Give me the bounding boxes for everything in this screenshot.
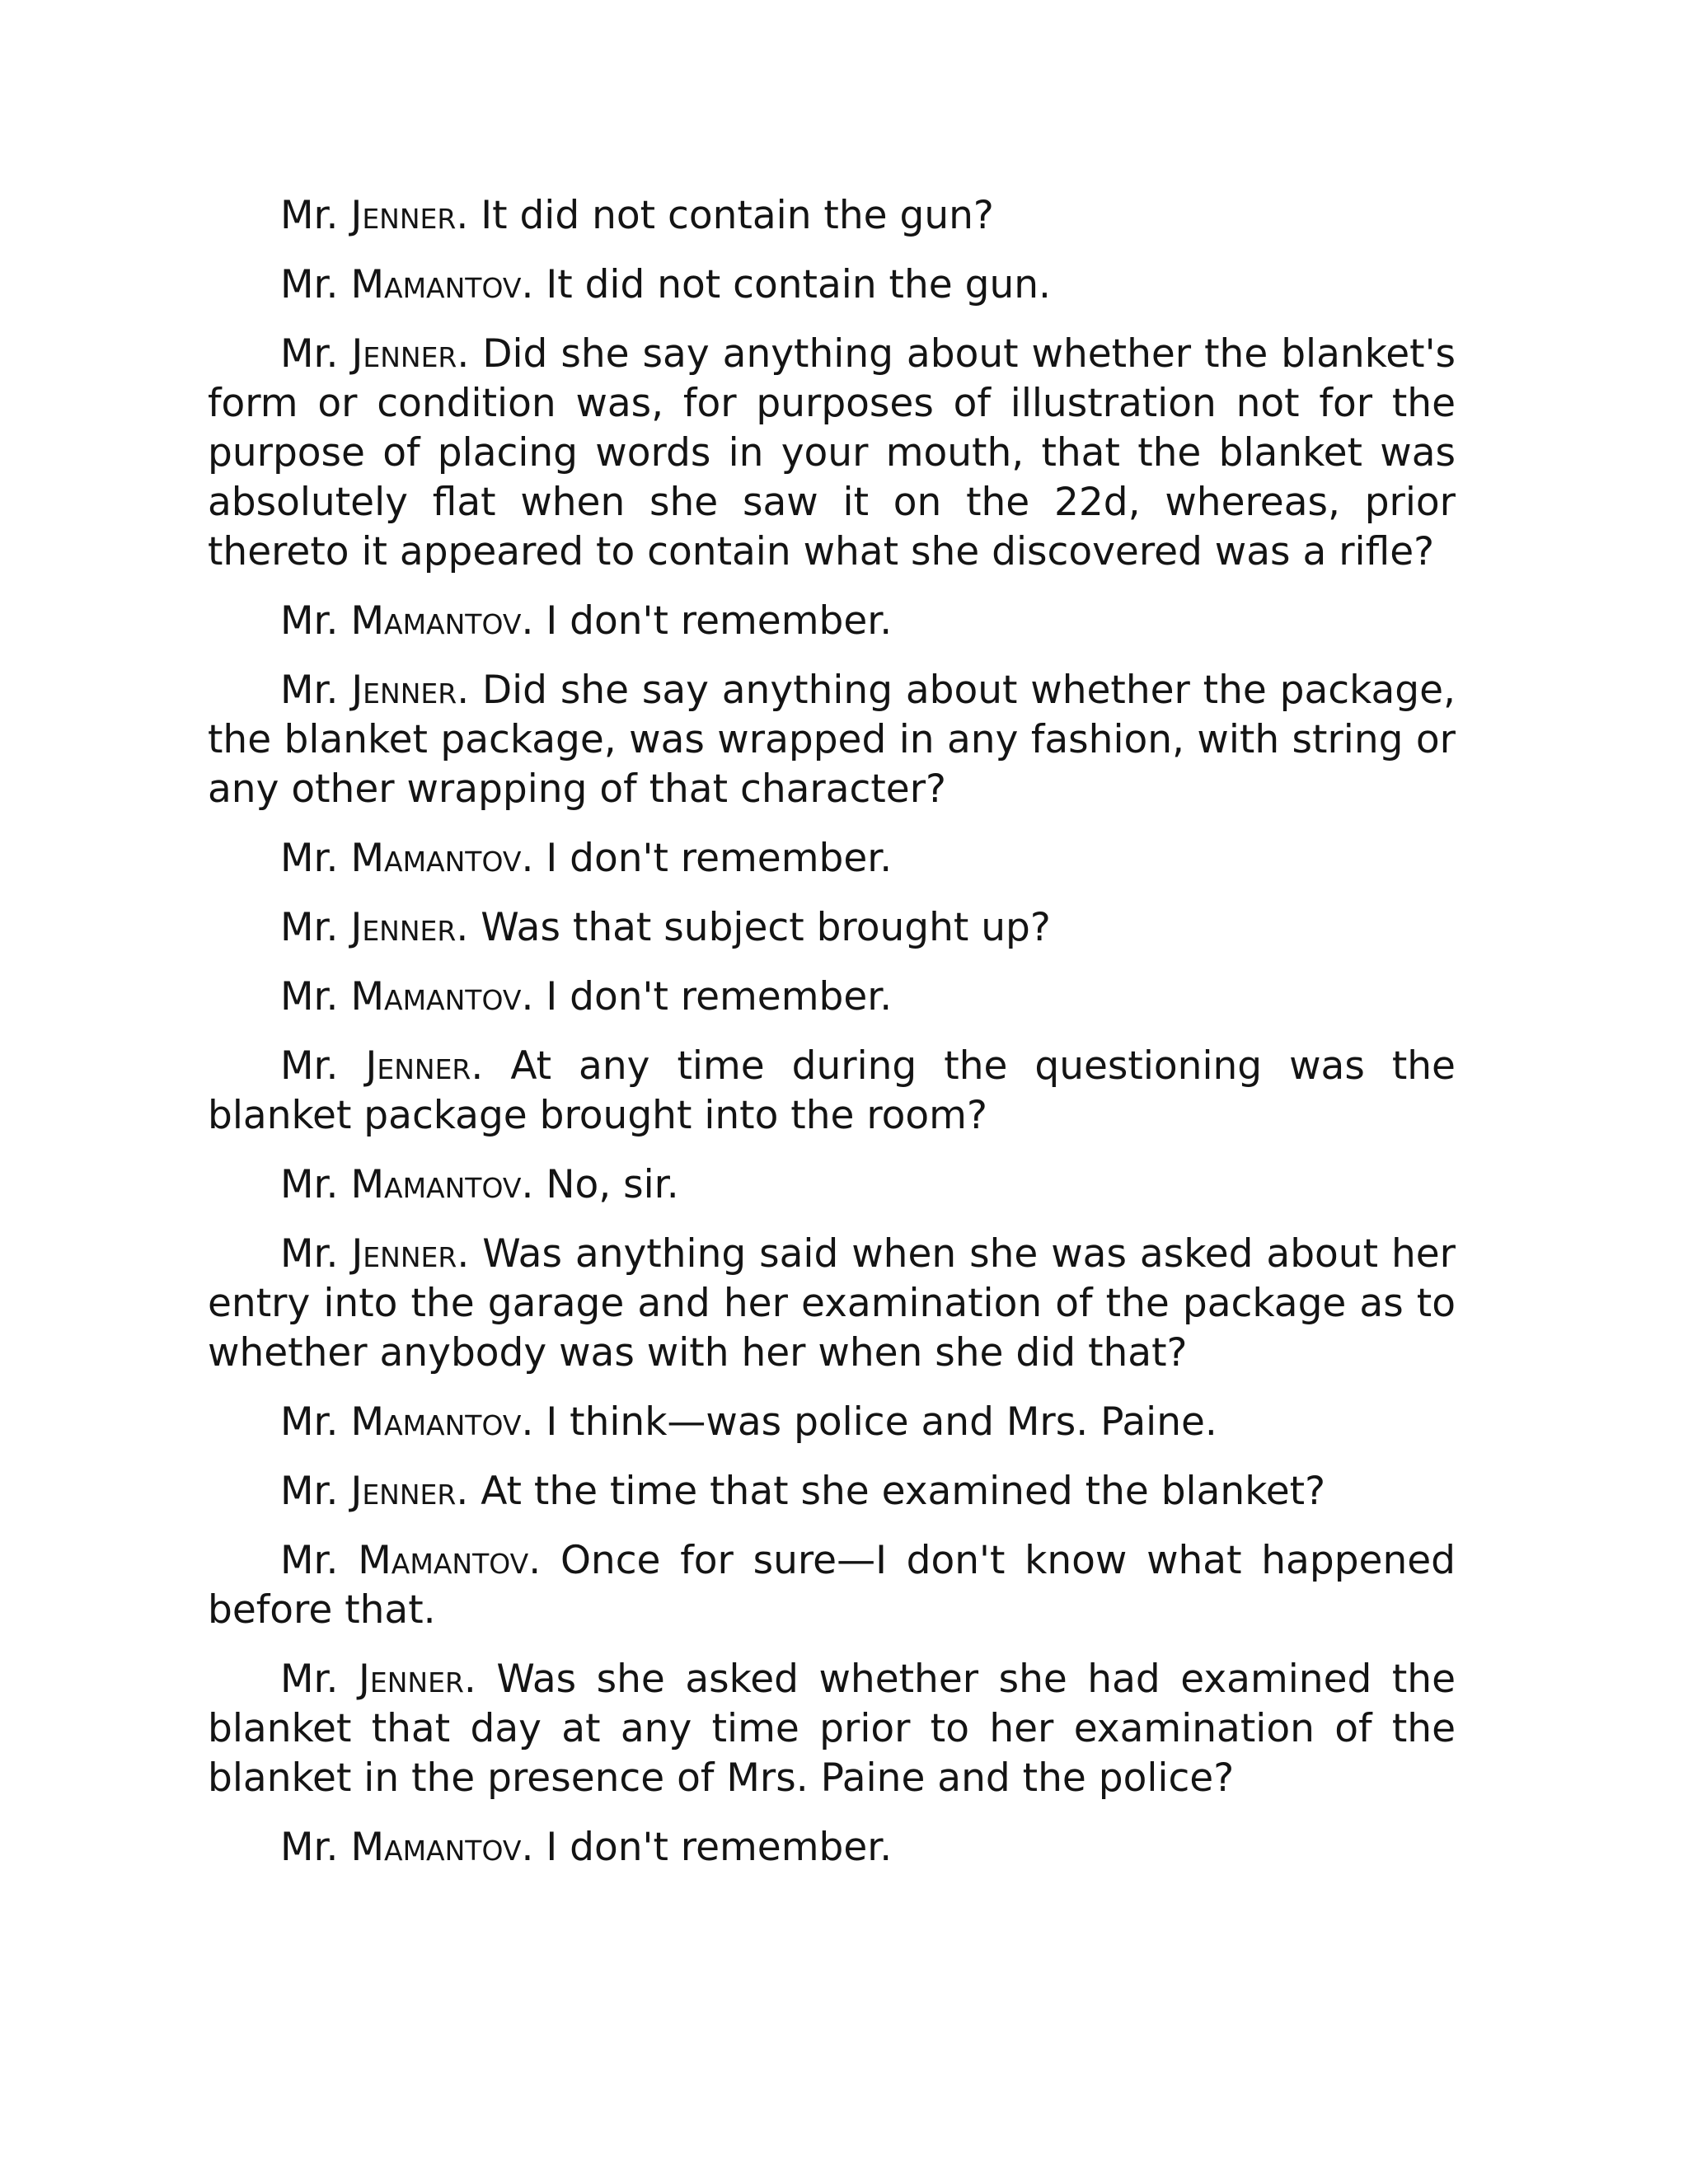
speaker-name: Jenner: [350, 1469, 457, 1514]
paragraph-text: I don't remember.: [546, 974, 893, 1019]
speaker-name: Jenner: [365, 1043, 471, 1089]
speaker-name: Mamantov: [350, 598, 522, 644]
speaker-name: Mamantov: [350, 836, 522, 881]
paragraph-text: Was anything said when she was asked about her entry into the garage and her examination of the package as to whether anybody was with her when she did that?: [208, 1231, 1456, 1376]
speaker-prefix: Mr.: [280, 598, 351, 644]
transcript-paragraph: Mr. Mamantov. I don't remember.: [280, 974, 893, 1019]
paragraph-text: Did she say anything about whether the package, the blanket package, was wrapped in any fashion, with string or any other wrapping of that character?: [208, 668, 1456, 812]
transcript-paragraph: Mr. Mamantov. I think—was police and Mrs. Paine.: [280, 1399, 1217, 1445]
paragraph-text: It did not contain the gun?: [481, 193, 994, 238]
transcript-page: [208, 191, 1456, 1892]
paragraph-text: Was that subject brought up?: [481, 905, 1051, 950]
speaker-prefix: Mr.: [280, 262, 351, 307]
transcript-paragraph: Mr. Jenner. Was anything said when she was asked about her entry into the garage and her examination of the package as to whether anybody was with her when she did that?: [208, 1231, 1456, 1376]
speaker-name: Mamantov: [350, 1399, 522, 1445]
speaker-name: Mamantov: [358, 1538, 529, 1583]
paragraph-text: I don't remember.: [546, 836, 893, 881]
speaker-name: Mamantov: [350, 1162, 522, 1207]
speaker-name: Mamantov: [350, 262, 522, 307]
transcript-paragraph: Mr. Jenner. It did not contain the gun?: [280, 193, 994, 238]
transcript-paragraph: Mr. Jenner. Was she asked whether she had examined the blanket that day at any time prior to her examination of the blanket in the presence of Mrs. Paine and the police?: [208, 1657, 1456, 1801]
speaker-name: Jenner: [351, 331, 457, 377]
speaker-name: Jenner: [351, 1231, 457, 1277]
transcript-paragraph: Mr. Jenner. At the time that she examined the blanket?: [280, 1469, 1326, 1514]
paragraph-text: It did not contain the gun.: [546, 262, 1051, 307]
transcript-paragraph: Mr. Mamantov. I don't remember.: [280, 836, 893, 881]
speaker-prefix: Mr.: [280, 1043, 366, 1089]
speaker-prefix: Mr.: [280, 193, 351, 238]
paragraph-text: I think—was police and Mrs. Paine.: [546, 1399, 1217, 1445]
paragraph-text: I don't remember.: [546, 1825, 893, 1870]
transcript-paragraph: Mr. Mamantov. I don't remember.: [280, 598, 893, 644]
speaker-prefix: Mr.: [280, 331, 352, 377]
paragraph-text: Once for sure—I don't know what happened before that.: [208, 1538, 1456, 1633]
speaker-prefix: Mr.: [280, 1231, 352, 1277]
paragraph-text: Did she say anything about whether the blanket's form or condition was, for purposes of illustration not for the purpose of placing words in your mouth, that the blanket was absolutely flat when she saw it on the 22d, whereas, prior thereto it appeared to contain what she discovered was a rifle?: [208, 331, 1456, 574]
speaker-prefix: Mr.: [280, 974, 351, 1019]
paragraph-text: At the time that she examined the blanket?: [481, 1469, 1326, 1514]
speaker-prefix: Mr.: [280, 1825, 351, 1870]
transcript-paragraph: Mr. Jenner. At any time during the questioning was the blanket package brought into the room?: [208, 1043, 1456, 1138]
speaker-name: Mamantov: [350, 1825, 522, 1870]
speaker-prefix: Mr.: [280, 905, 351, 950]
speaker-name: Jenner: [351, 668, 457, 713]
transcript-paragraph: Mr. Mamantov. It did not contain the gun.: [280, 262, 1051, 307]
paragraph-text: No, sir.: [546, 1162, 679, 1207]
speaker-prefix: Mr.: [280, 1657, 359, 1702]
speaker-name: Jenner: [350, 193, 457, 238]
transcript-paragraph: Mr. Jenner. Did she say anything about whether the blanket's form or condition was, for purposes of illustration not for the purpose of placing words in your mouth, that the blanket was absolutely flat when she saw it on the 22d, whereas, prior thereto it appeared to contain what she discovered was a rifle?: [208, 331, 1456, 574]
speaker-prefix: Mr.: [280, 668, 352, 713]
speaker-prefix: Mr.: [280, 1399, 351, 1445]
speaker-name: Mamantov: [350, 974, 522, 1019]
transcript-paragraph: Mr. Mamantov. No, sir.: [280, 1162, 679, 1207]
speaker-prefix: Mr.: [280, 1538, 359, 1583]
transcript-paragraph: Mr. Jenner. Was that subject brought up?: [280, 905, 1051, 950]
speaker-prefix: Mr.: [280, 836, 351, 881]
transcript-paragraph: Mr. Jenner. Did she say anything about whether the package, the blanket package, was wrapped in any fashion, with string or any other wrapping of that character?: [208, 668, 1456, 812]
speaker-name: Jenner: [350, 905, 457, 950]
speaker-name: Jenner: [359, 1657, 464, 1702]
paragraph-text: I don't remember.: [546, 598, 893, 644]
paragraph-text: At any time during the questioning was the blanket package brought into the room?: [208, 1043, 1456, 1138]
speaker-prefix: Mr.: [280, 1469, 351, 1514]
transcript-paragraph: Mr. Mamantov. Once for sure—I don't know what happened before that.: [208, 1538, 1456, 1633]
paragraph-text: Was she asked whether she had examined the blanket that day at any time prior to her examination of the blanket in the presence of Mrs. Paine and the police?: [208, 1657, 1456, 1801]
transcript-paragraph: Mr. Mamantov. I don't remember.: [280, 1825, 893, 1870]
speaker-prefix: Mr.: [280, 1162, 351, 1207]
